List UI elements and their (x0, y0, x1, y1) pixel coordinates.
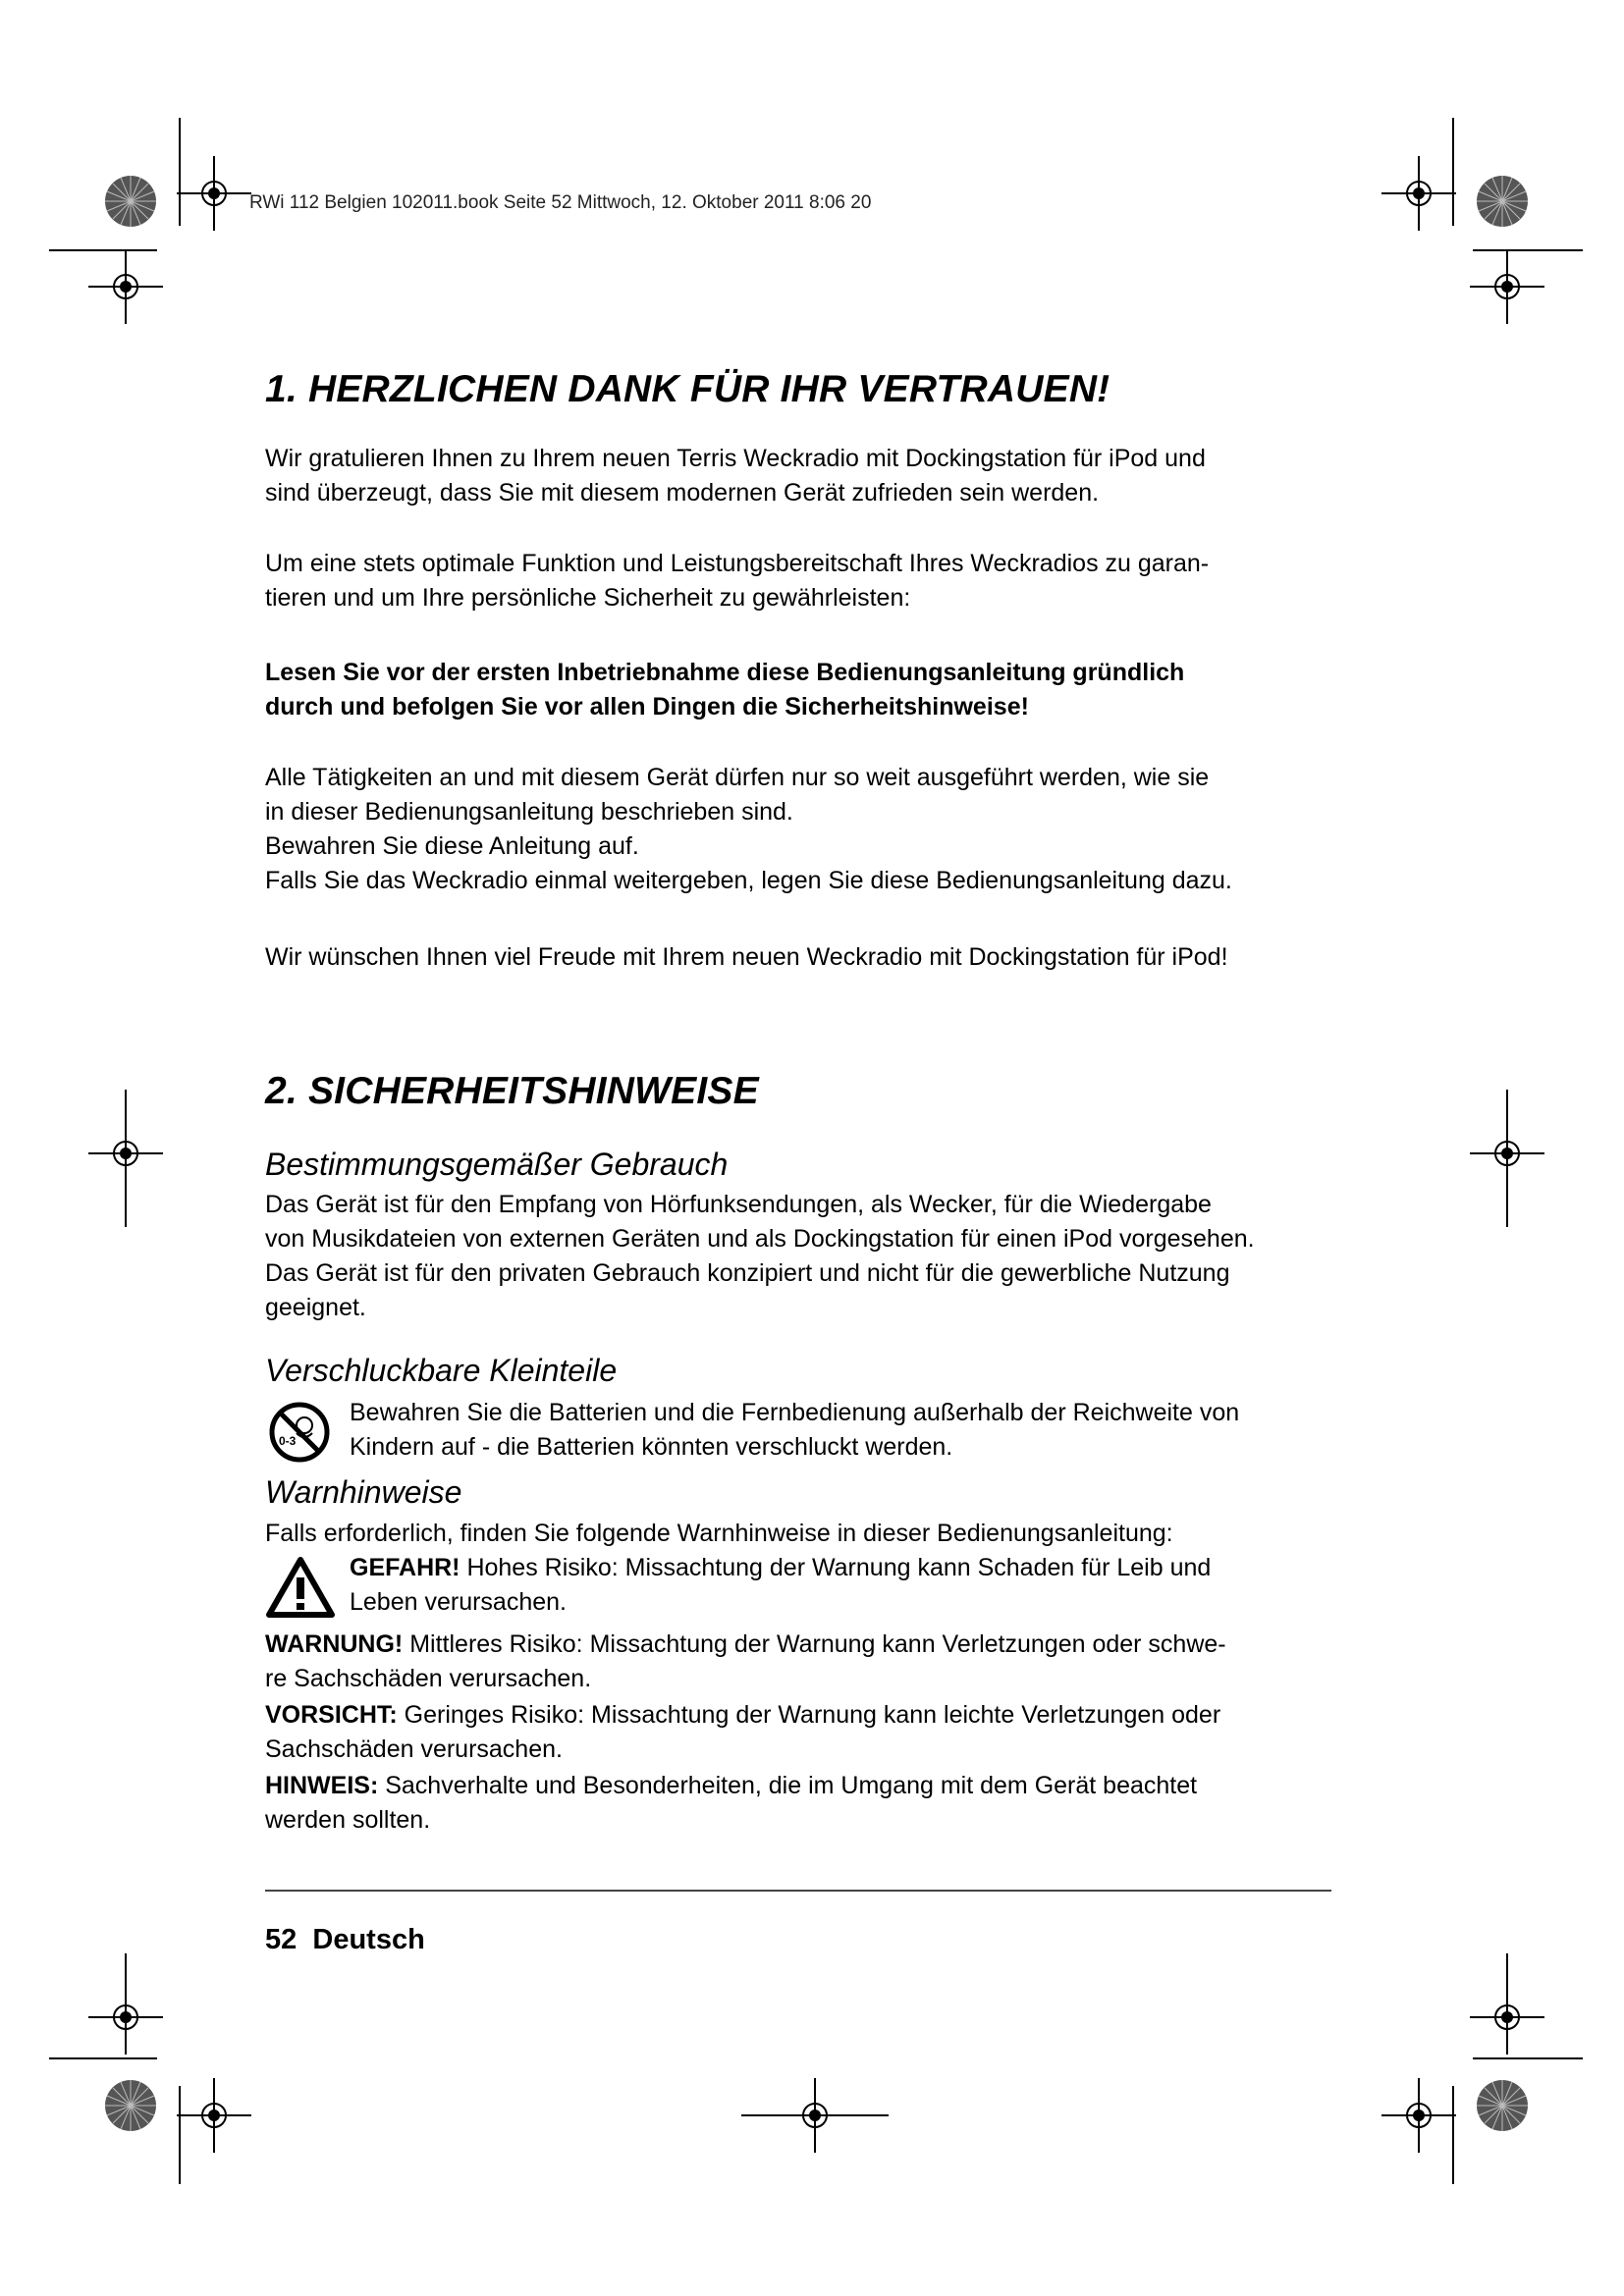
footer-language: Deutsch (312, 1924, 425, 1955)
age-label: 0-3 (279, 1434, 297, 1448)
read-manual-notice: Lesen Sie vor der ersten Inbetriebnahme diese Bedienungsanleitung gründlich durch und befolgen Sie vor allen Dingen die Sicherheitshinweise! (265, 659, 1185, 721)
registration-mark-icon (177, 2078, 251, 2153)
danger-label: GEFAHR! (350, 1554, 460, 1581)
danger-notice: GEFAHR! Hohes Risiko: Missachtung der Warnung kann Schaden für Leib und Leben verursachen. (265, 1551, 1335, 1622)
star-target-icon (105, 176, 156, 227)
star-target-icon (1477, 176, 1528, 227)
subheading-warnings: Warnhinweise (265, 1474, 462, 1510)
warning-label: WARNUNG! (265, 1630, 404, 1658)
subheading-intended-use: Bestimmungsgemäßer Gebrauch (265, 1147, 729, 1182)
print-header: RWi 112 Belgien 102011.book Seite 52 Mittwoch, 12. Oktober 2011 8:06 20 (249, 192, 872, 213)
page-number: 52 (265, 1924, 298, 1955)
hint-label: HINWEIS: (265, 1772, 379, 1799)
registration-mark-icon (1470, 249, 1544, 324)
caution-label: VORSICHT: (265, 1701, 398, 1729)
subheading-small-parts: Verschluckbare Kleinteile (265, 1353, 618, 1388)
registration-mark-icon (1381, 156, 1456, 231)
registration-mark-icon (177, 156, 251, 231)
intro-paragraph: Wir gratulieren Ihnen zu Ihrem neuen Terris Weckradio mit Dockingstation für iPod und sind überzeugt, dass Sie mit diesem modernen Gerät zufrieden sein werden. (265, 445, 1206, 507)
star-target-icon (105, 2080, 156, 2131)
hint-notice: HINWEIS: Sachverhalte und Besonderheiten, die im Umgang mit dem Gerät beachtet werden sollten. (265, 1772, 1198, 1834)
section-2-heading: 2. SICHERHEITSHINWEISE (265, 1070, 759, 1112)
star-target-icon (1477, 2080, 1528, 2131)
registration-mark-icon (88, 249, 163, 324)
closing-paragraph: Wir wünschen Ihnen viel Freude mit Ihrem neuen Weckradio mit Dockingstation für iPod! (265, 943, 1228, 971)
function-paragraph: Um eine stets optimale Funktion und Leistungsbereitschaft Ihres Weckradios zu garan- tieren und um Ihre persönliche Sicherheit zu gewährleisten: (265, 550, 1210, 612)
warning-notice: WARNUNG! Mittleres Risiko: Missachtung der Warnung kann Verletzungen oder schwe- re Sachschäden verursachen. (265, 1630, 1226, 1692)
age-restriction-icon (267, 1400, 332, 1465)
warning-triangle-icon (265, 1556, 336, 1619)
small-parts-warning: 0-3 Bewahren Sie die Batterien und die Fernbedienung außerhalb der Reichweite von Kindern auf - die Batterien könnten verschluckt werden. (265, 1396, 1335, 1469)
footer-divider (265, 1890, 1331, 1892)
warnings-intro: Falls erforderlich, finden Sie folgende Warnhinweise in dieser Bedienungsanleitung: (265, 1520, 1173, 1547)
page-footer (265, 1924, 425, 1956)
intended-use-paragraph: Das Gerät ist für den Empfang von Hörfunksendungen, als Wecker, für die Wiedergabe von Musikdateien von externen Geräten und als Dockingstation für einen iPod vorgesehen. Das Gerät ist für den privaten Gebrauch konzipiert und nicht für die gewerbliche Nutzung geeignet. (265, 1191, 1255, 1321)
section-1-heading: 1. HERZLICHEN DANK FÜR IHR VERTRAUEN! (265, 368, 1110, 410)
usage-paragraph: Alle Tätigkeiten an und mit diesem Gerät dürfen nur so weit ausgeführt werden, wie sie in dieser Bedienungsanleitung beschrieben sind. Bewahren Sie diese Anleitung auf. Falls Sie das Weckradio einmal weitergeben, legen Sie diese Bedienungsanleitung dazu. (265, 764, 1232, 894)
registration-mark-icon (1381, 2078, 1456, 2153)
caution-notice: VORSICHT: Geringes Risiko: Missachtung der Warnung kann leichte Verletzungen oder Sachschäden verursachen. (265, 1701, 1221, 1763)
